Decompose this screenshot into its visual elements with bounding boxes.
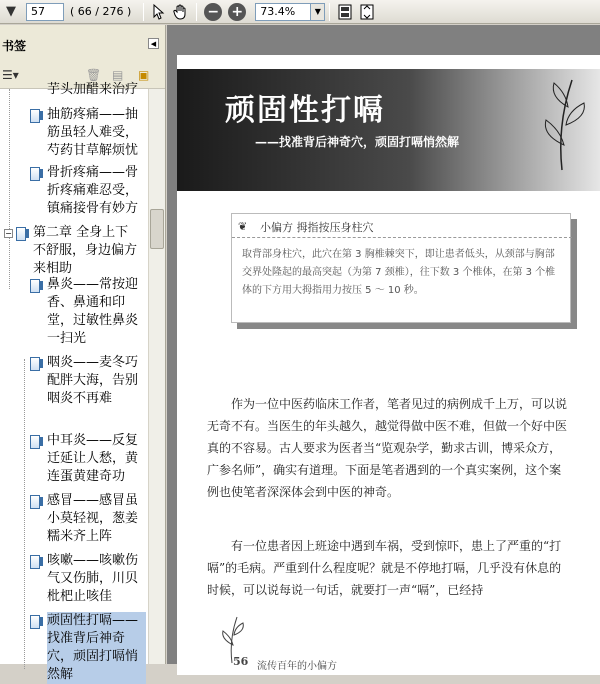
new-bookmark-icon[interactable]: ▤	[112, 68, 124, 82]
bookmark-icon	[30, 555, 40, 569]
bookmark-icon	[16, 227, 26, 241]
pdf-page	[177, 55, 600, 675]
bookmark-label-line: 迁延让人愁，黄	[47, 451, 139, 466]
bookmark-icon	[30, 495, 40, 509]
bookmark-label-line: 来相助	[33, 261, 73, 276]
bookmark-label-line: 气又伤肺，川贝	[47, 571, 139, 586]
collapse-panel-button[interactable]: ◀	[148, 38, 159, 49]
bookmark-label-line: 小莫轻视，葱姜	[47, 511, 139, 526]
bookmark-item[interactable]	[47, 276, 146, 348]
bookmark-properties-icon[interactable]: ▣	[138, 68, 150, 82]
bookmark-label-line: 抽筋疼痛——抽	[47, 107, 139, 122]
leaf-decoration-icon	[532, 75, 592, 175]
document-view[interactable]	[167, 25, 600, 672]
bookmark-label-line: 折疼痛难忍受，	[47, 183, 139, 198]
bookmark-icon	[30, 435, 40, 449]
tree-line	[24, 359, 25, 669]
bookmarks-title: 书签	[2, 39, 27, 53]
remedy-box	[231, 213, 571, 323]
hand-tool-icon[interactable]	[170, 2, 192, 22]
bookmarks-list	[0, 82, 148, 682]
bookmark-label-line: 鼻炎——常按迎	[47, 277, 139, 292]
zoom-in-button[interactable]: +	[228, 3, 246, 21]
bookmark-label-line: 骨折疼痛——骨	[47, 165, 139, 180]
bookmarks-header	[0, 25, 165, 63]
bookmark-label-line: 芍药甘草解烦忧	[47, 143, 139, 158]
page-count-label: ( 66 / 276 )	[70, 5, 132, 18]
bookmark-icon	[30, 615, 40, 629]
bookmark-item[interactable]	[47, 354, 146, 408]
remedy-box-header	[232, 214, 572, 238]
page-number-input[interactable]: 57	[26, 3, 64, 21]
remedy-title: 小偏方 拇指按压身柱穴	[260, 221, 374, 234]
bookmark-item[interactable]	[47, 552, 146, 606]
bookmark-label-line: 感冒——感冒虽	[47, 493, 139, 508]
bookmark-item[interactable]	[47, 492, 146, 546]
toolbar-separator	[143, 3, 144, 21]
chapter-subtitle: ——找准背后神奇穴，顽固打嗝悄然解	[255, 135, 460, 149]
zoom-level-input[interactable]: 73.4%	[255, 3, 311, 21]
bookmark-label-line: 配胖大海，告别	[47, 373, 139, 388]
options-menu-icon[interactable]: ☰▾	[2, 68, 19, 82]
bookmark-label-line: 枇杷止咳佳	[47, 589, 113, 604]
delete-bookmark-icon[interactable]: 🗑	[86, 68, 102, 82]
bookmark-label-line: 不舒服，身边偏方	[33, 243, 138, 258]
bookmark-label-line: 芋头加醋来治疗	[47, 82, 139, 97]
chapter-banner	[177, 69, 600, 191]
bookmark-icon	[30, 357, 40, 371]
bookmark-item[interactable]	[47, 164, 146, 218]
bookmark-label-line: 咳嗽——咳嗽伤	[47, 553, 139, 568]
bookmark-label-line: 咽炎不再难	[47, 391, 113, 406]
tree-line	[9, 89, 10, 289]
bookmark-label-line: 堂，过敏性鼻炎	[47, 313, 139, 328]
bookmark-item[interactable]	[47, 106, 146, 160]
bookmark-item[interactable]	[47, 81, 146, 99]
zoom-dropdown-icon[interactable]: ▼	[311, 3, 325, 21]
bookmark-icon	[30, 279, 40, 293]
zoom-out-button[interactable]: −	[204, 3, 222, 21]
bookmark-label-line: 找准背后神奇	[47, 631, 126, 646]
bookmarks-scrollbar[interactable]	[148, 89, 165, 664]
bookmark-label-line: 连蛋黄建奇功	[47, 469, 126, 484]
scrollbar-thumb[interactable]	[150, 209, 164, 249]
bookmark-label-line: 第二章 全身上下	[33, 225, 129, 240]
toolbar	[0, 0, 600, 24]
bookmark-label-line: 然解	[47, 667, 74, 682]
bookmark-label-line: 香、鼻通和印	[47, 295, 126, 310]
remedy-text: 取背部身柱穴，此穴在第 3 胸椎棘突下，即让患者低头，从颈部与胸部交界处隆起的最高突起（为第 7 颈椎），往下数 3 个椎体，在第 3 个椎体的下方用大拇指用力按压 5 ～ 10 秒。	[242, 249, 556, 296]
bookmark-item[interactable]	[47, 432, 146, 486]
book-title-footer: 流传百年的小偏方	[257, 661, 337, 672]
bookmarks-panel	[0, 25, 166, 682]
leaf-icon: ❦	[238, 220, 248, 233]
bookmark-item[interactable]	[47, 612, 146, 684]
single-page-view-icon[interactable]	[334, 2, 356, 22]
page-number: 56	[233, 655, 249, 668]
bookmark-label-line: 中耳炎——反复	[47, 433, 139, 448]
bookmark-label-line: 筋虽轻人难受，	[47, 125, 139, 140]
body-paragraph: 作为一位中医药临床工作者，笔者见过的病例成千上万，可以说无奇不有。当医生的年头越久，越觉得做中医不难，但做一个好中医真的不容易。古人要求为医者当“览观杂学，勤求古训，博采众方，广参名师”，确实有道理。下面是笔者遇到的一个真实案例，这个案例也使笔者深深体会到中医的神奇。	[207, 397, 568, 499]
bookmark-label-line: 咽炎——麦冬巧	[47, 355, 139, 370]
chapter-title: 顽固性打嗝	[225, 93, 385, 128]
bookmark-label-line: 穴，顽固打嗝悄	[47, 649, 139, 664]
prev-page-button[interactable]: ▼	[6, 4, 16, 19]
toolbar-separator	[196, 3, 197, 21]
bookmark-label-line: 顽固性打嗝——	[47, 613, 139, 628]
fit-page-icon[interactable]	[356, 2, 378, 22]
bookmark-chapter[interactable]	[33, 224, 146, 278]
select-tool-icon[interactable]	[148, 2, 170, 22]
body-paragraph: 有一位患者因上班途中遇到车祸，受到惊吓，患上了严重的“打嗝”的毛病。严重到什么程度呢？就是不停地打嗝，几乎没有休息的时候，可以说每说一句话，就要打一声“嗝”，已经持	[207, 539, 562, 597]
expand-collapse-toggle[interactable]: −	[5, 229, 12, 238]
toolbar-separator	[329, 3, 330, 21]
bookmark-label-line: 镇痛接骨有妙方	[47, 201, 139, 216]
bookmark-label-line: 糯米齐上阵	[47, 529, 113, 544]
bookmark-icon	[30, 109, 40, 123]
bookmark-icon	[30, 167, 40, 181]
bookmark-label-line: 一扫光	[47, 331, 87, 346]
